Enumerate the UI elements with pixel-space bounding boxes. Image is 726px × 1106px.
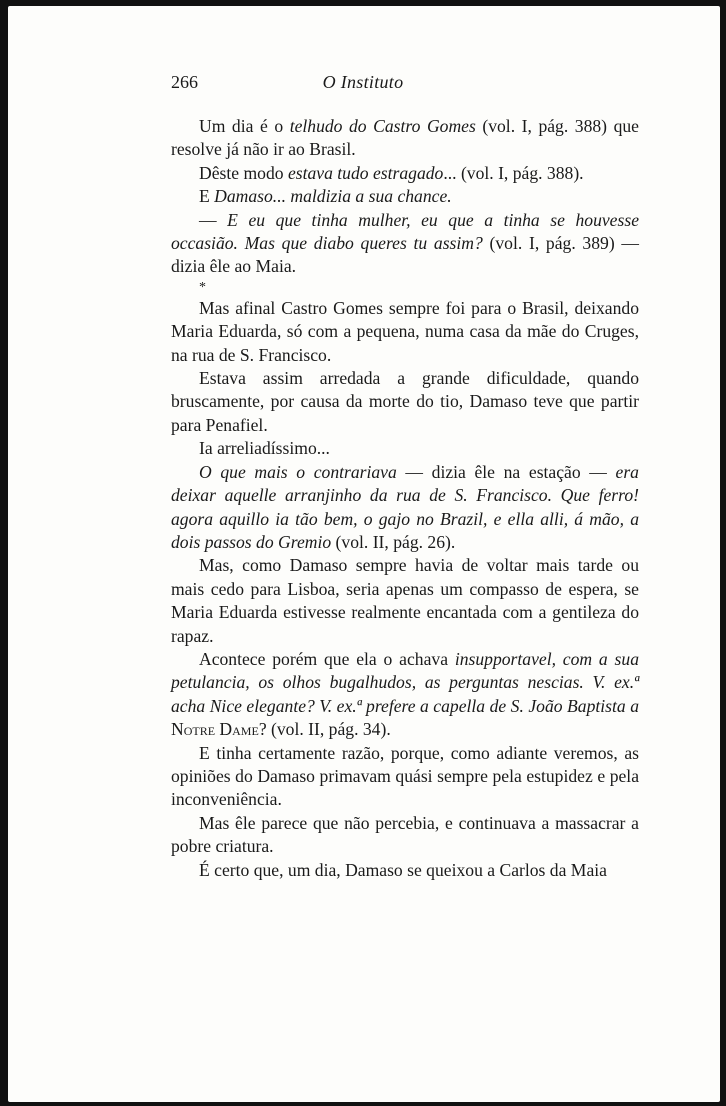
section-separator: *	[199, 279, 206, 295]
paragraph: Mas afinal Castro Gomes sempre foi para o Brasil, deixando Maria Eduarda, só com a pequena, numa casa da mãe do Cruges, na rua de S. Francisco.	[171, 297, 639, 365]
running-header	[0, 72, 726, 98]
paragraph: Ia arreliadíssimo...	[199, 438, 330, 459]
paragraph: Dêste modo estava tudo estragado... (vol. I, pág. 388).	[199, 162, 584, 183]
page-number: 266	[171, 72, 198, 92]
body-text	[171, 115, 639, 882]
paragraph: E tinha certamente razão, porque, como adiante veremos, as opiniões do Damaso primavam quási sempre pela estupidez e pela inconveniência.	[171, 742, 639, 810]
paragraph: Acontece porém que ela o achava insupportavel, com a sua petulancia, os olhos bugalhudos, as perguntas nescias. V. ex.ª acha Nice elegante? V. ex.ª prefere a capella de S. João Baptista a Notre Dame? (vol. II, pág. 34).	[171, 648, 639, 740]
running-title: O Instituto	[322, 72, 404, 92]
paragraph: Mas êle parece que não percebia, e continuava a massacrar a pobre criatura.	[171, 812, 639, 857]
paragraph: — E eu que tinha mulher, eu que a tinha se houvesse occasião. Mas que diabo queres tu assim? (vol. I, pág. 389) — dizia êle ao Maia.	[171, 209, 639, 277]
paragraph: E Damaso... maldizia a sua chance.	[199, 186, 452, 207]
paragraph: Mas, como Damaso sempre havia de voltar mais tarde ou mais cedo para Lisboa, seria apenas um compasso de espera, se Maria Eduarda estivesse realmente encantada com a gentileza do rapaz.	[171, 555, 639, 646]
paragraph: Estava assim arredada a grande dificuldade, quando bruscamente, por causa da morte do tio, Damaso teve que partir para Penafiel.	[171, 368, 639, 435]
paragraph: O que mais o contrariava — dizia êle na estação — era deixar aquelle arranjinho da rua de S. Francisco. Que ferro! agora aquillo ia tão bem, o gajo no Brazil, e ella alli, á mão, a dois passos do Gremio (vol. II, pág. 26).	[171, 461, 639, 552]
paragraph: É certo que, um dia, Damaso se queixou a Carlos da Maia	[199, 859, 607, 880]
paragraph: Um dia é o telhudo do Castro Gomes (vol. I, pág. 388) que resolve já não ir ao Brasil.	[171, 116, 639, 160]
